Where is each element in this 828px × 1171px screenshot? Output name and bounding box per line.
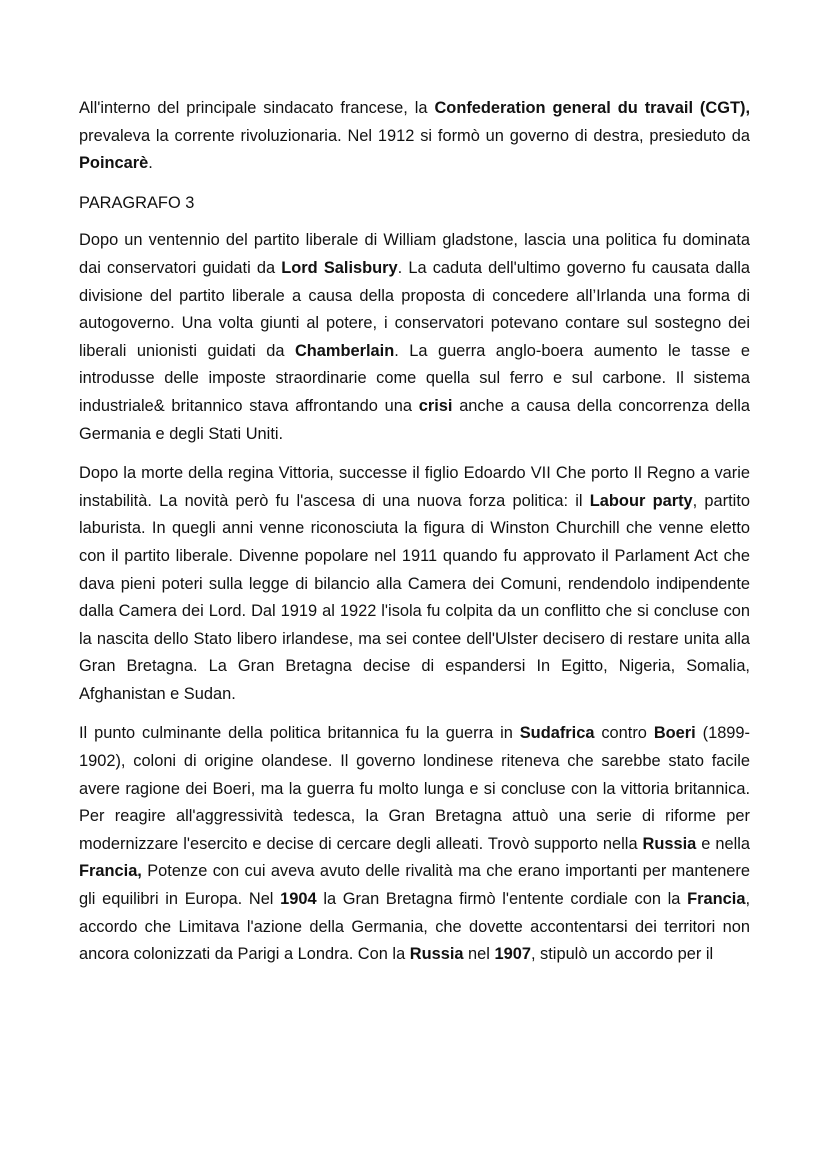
text: Il punto culminante della politica britannica fu la guerra in xyxy=(79,724,520,743)
text: , accordo che Limitava l'azione della Germania, che dovette accontentarsi dei territori non ancora colonizzati da Parigi a Londra. Con la xyxy=(79,890,750,964)
text: All'interno del principale sindacato francese, la xyxy=(79,99,435,117)
bold-term: Chamberlain xyxy=(294,341,395,360)
section-heading: PARAGRAFO 3 xyxy=(79,193,195,212)
text: anche a causa della concorrenza della Germania e degli Stati Uniti. xyxy=(79,396,750,443)
bold-term: Francia xyxy=(687,890,746,909)
paragraph-edward-vii xyxy=(79,460,750,708)
text: Dopo un ventennio del partito liberale di William gladstone, lascia una politica fu dominata dai conservatori guidati da xyxy=(79,231,750,277)
text: . xyxy=(148,154,153,173)
text: (1899-1902), coloni di origine olandese. Il governo londinese riteneva che sarebbe stato facile avere ragione dei Boeri, ma la guerra fu molto lunga e si concluse con la vittoria britannica. Per reagire all'aggressività tedesca, la Gran Bretagna attuò una serie di riforme per modernizzare l'esercito e decise di cercare degli alleati. Trovò supporto nella xyxy=(79,724,750,853)
bold-term: Labour party xyxy=(589,491,693,510)
text: prevaleva la corrente rivoluzionaria. Nel 1912 si formò un governo di destra, presieduto da xyxy=(79,126,750,145)
text: e nella xyxy=(696,834,750,853)
bold-term: 1907 xyxy=(494,945,531,964)
text: . La caduta dell'ultimo governo fu causata dalla divisione del partito liberale a causa della proposta di concedere all’Irlanda una forma di autogoverno. Una volta giunti al potere, i conservatori potevano contare sul sostegno dei liberali unionisti guidati da xyxy=(79,258,750,360)
text: nel xyxy=(463,945,495,964)
bold-term: Francia, xyxy=(79,862,142,881)
bold-term: Poincarè xyxy=(79,154,149,173)
paragraph-cgt-france xyxy=(79,95,750,178)
text: Dopo la morte della regina Vittoria, successe il figlio Edoardo VII Che porto Il Regno a varie instabilità. La novità però fu l'ascesa di una nuova forza politica: il xyxy=(79,464,750,510)
bold-term: Boeri xyxy=(653,724,696,743)
bold-term: Russia xyxy=(642,834,697,853)
text: , stipulò un accordo per il xyxy=(530,945,714,964)
text: , partito laburista. In quegli anni venne riconosciuta la figura di Winston Churchill che venne eletto con il partito liberale. Divenne popolare nel 1911 quando fu approvato il Parlament Act che dava pieni poteri sulla legge di bilancio alla Camera dei Comuni, rendendolo indipendente dalla Camera dei Lord. Dal 1919 al 1922 l'isola fu colpita da un conflitto che si concluse con la nascita dello Stato libero irlandese, ma sei contee dell'Ulster decisero di restare unita alla Gran Bretagna. La Gran Bretagna decise di espandersi In Egitto, Nigeria, Somalia, Afghanistan e Sudan. xyxy=(79,491,750,703)
text: contro xyxy=(594,724,654,743)
paragraph-boer-war xyxy=(79,720,750,968)
bold-term: crisi xyxy=(418,396,453,415)
paragraph-conservatives xyxy=(79,227,750,448)
bold-term: 1904 xyxy=(280,890,317,909)
text: . La guerra anglo-boera aumento le tasse e introdusse delle imposte straordinarie come quella sul ferro e sul carbone. Il sistema industriale& britannico stava affrontando una xyxy=(79,341,751,415)
bold-term: Lord Salisbury xyxy=(281,258,398,277)
text: la Gran Bretagna firmò l'entente cordiale con la xyxy=(316,890,688,909)
bold-term: Sudafrica xyxy=(519,724,595,743)
bold-term: Confederation general du travail (CGT), xyxy=(434,99,751,117)
bold-term: Russia xyxy=(409,945,464,964)
text: Potenze con cui aveva avuto delle rivalità ma che erano importanti per mantenere gli equilibri in Europa. Nel xyxy=(79,862,750,909)
